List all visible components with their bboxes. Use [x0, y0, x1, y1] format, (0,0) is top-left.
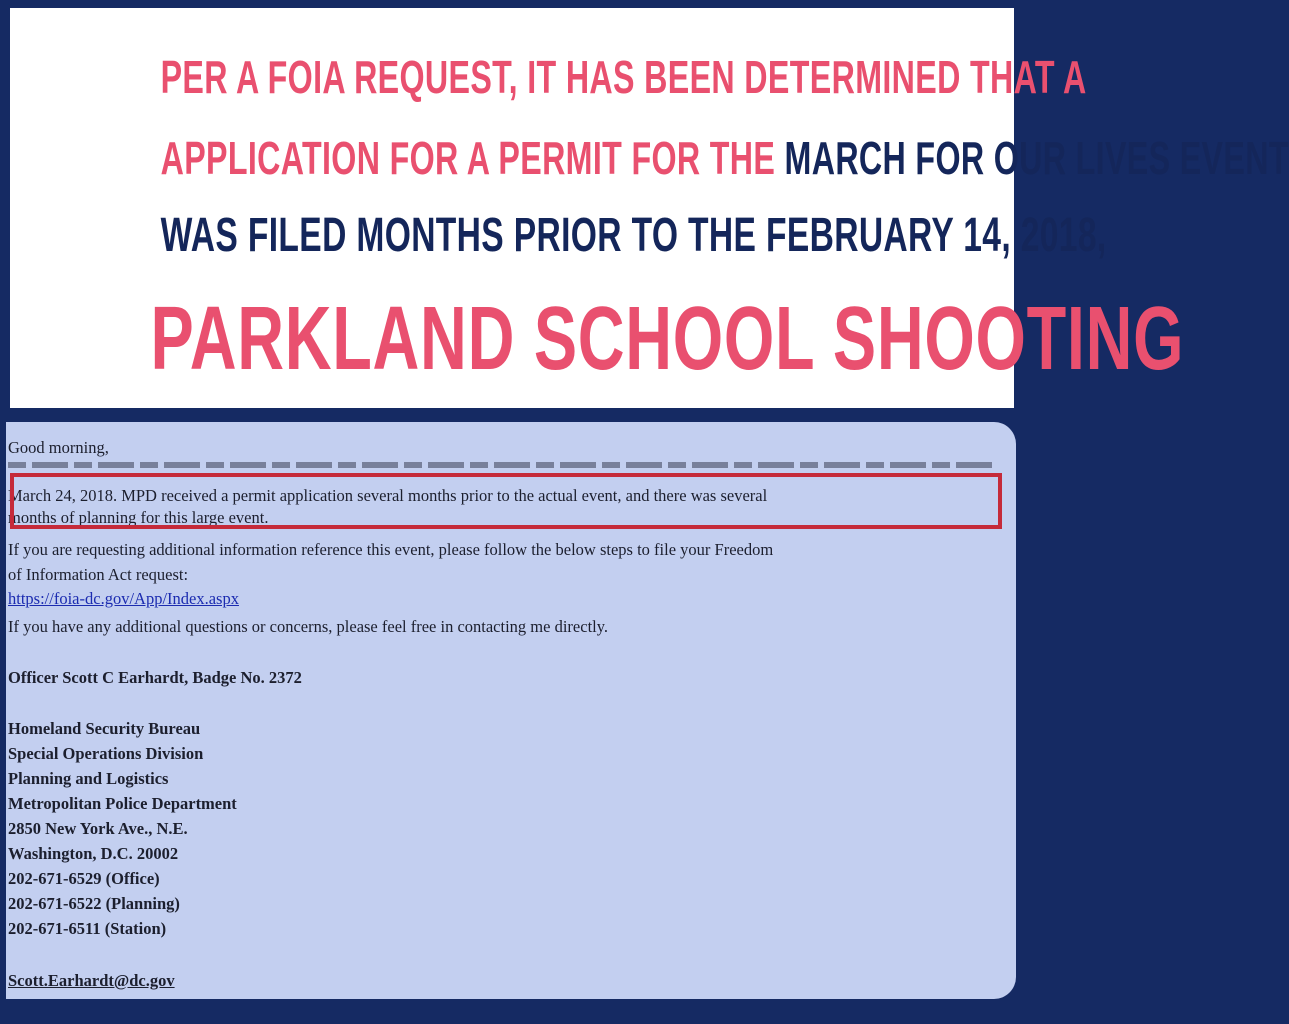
signature-line: Special Operations Division [8, 744, 204, 763]
email-greeting: Good morning, [8, 438, 109, 457]
signature-line: 202-671-6522 (Planning) [8, 894, 180, 913]
headline-line-2-pink: APPLICATION FOR A PERMIT FOR THE [160, 132, 776, 184]
email-address-link[interactable]: Scott.Earhardt@dc.gov [8, 971, 175, 990]
email-highlight-line-1: March 24, 2018. MPD received a permit application several months prior to the actual event, and there was several [8, 486, 768, 505]
signature-line: 202-671-6529 (Office) [8, 869, 160, 888]
signature-line: Homeland Security Bureau [8, 719, 201, 738]
email-request-line-2: of Information Act request: [8, 565, 189, 584]
headline-line-2-navy: MARCH FOR OUR LIVES EVENT [784, 132, 1289, 184]
highlight-box [10, 473, 1002, 529]
email-highlight-line-2: months of planning for this large event. [8, 508, 269, 527]
headline-line-3: WAS FILED MONTHS PRIOR TO THE FEBRUARY 14, 2018, [160, 209, 1107, 262]
signature-line: Planning and Logistics [8, 769, 169, 788]
email-request-line-1: If you are requesting additional information reference this event, please follow the below steps to file your Freedom [8, 540, 774, 559]
headline-line-1: PER A FOIA REQUEST, IT HAS BEEN DETERMINED THAT A [160, 51, 1087, 103]
headline-line-4: PARKLAND SCHOOL SHOOTING [150, 289, 1185, 389]
signature-line: Metropolitan Police Department [8, 794, 237, 813]
signature-name: Officer Scott C Earhardt, Badge No. 2372 [8, 668, 302, 687]
foia-link[interactable]: https://foia-dc.gov/App/Index.aspx [8, 589, 239, 608]
email-screenshot [6, 422, 1016, 999]
signature-line: Washington, D.C. 20002 [8, 844, 179, 863]
email-questions: If you have any additional questions or concerns, please feel free in contacting me directly. [8, 617, 609, 636]
headline-panel [10, 8, 1289, 408]
headline-line-2 [160, 131, 1289, 185]
signature-line: 2850 New York Ave., N.E. [8, 819, 188, 838]
obscured-line [8, 462, 998, 468]
signature-line: 202-671-6511 (Station) [8, 919, 167, 938]
